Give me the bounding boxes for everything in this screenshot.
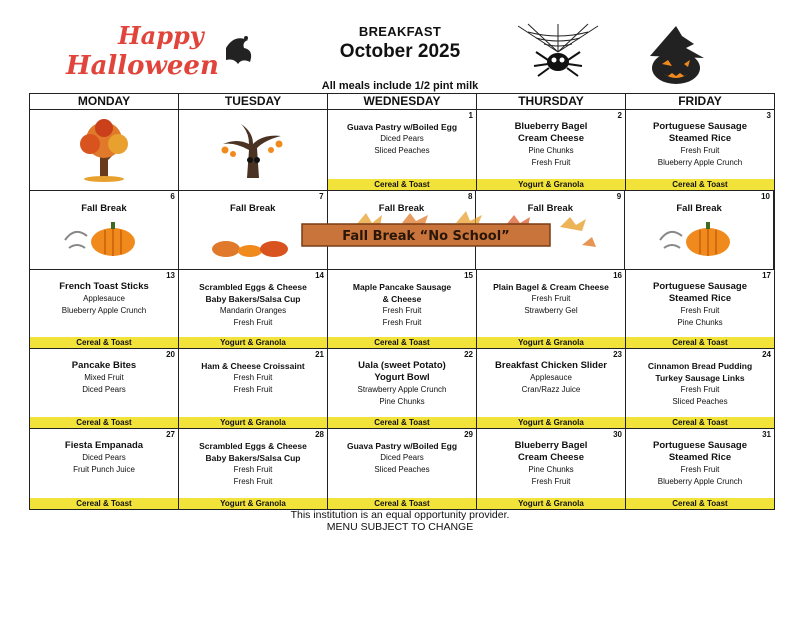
menu-entree: Blueberry Bagel: [514, 440, 588, 451]
menu-item: Cran/Razz Juice: [521, 385, 581, 394]
day-cell: [477, 429, 626, 509]
weekday-friday: FRIDAY: [678, 94, 722, 108]
fall-break-label: Fall Break: [527, 203, 573, 214]
svg-text:Happy: Happy: [118, 21, 204, 50]
menu-entree: Pancake Bites: [71, 360, 137, 371]
menu-entree: Portuguese Sausage: [653, 440, 747, 451]
menu-item: Fruit Punch Juice: [73, 465, 135, 474]
date-number: 6: [170, 192, 175, 201]
date-number: 3: [766, 111, 771, 120]
menu-item: Fresh Fruit: [680, 146, 720, 155]
alternate-option-bar: Yogurt & Granola: [477, 498, 625, 509]
fall-break-label: Fall Break: [676, 203, 722, 214]
weekday-header-row: [30, 94, 774, 110]
menu-item: Fresh Fruit: [680, 465, 720, 474]
day-cell: [30, 191, 179, 269]
week-row-5: [30, 429, 774, 509]
menu-item: Strawberry Apple Crunch: [357, 385, 447, 394]
menu-entree: Portuguese Sausage: [653, 281, 747, 292]
menu-item: Fresh Fruit: [680, 385, 720, 394]
alternate-option-bar: Cereal & Toast: [30, 417, 178, 428]
date-number: 20: [166, 350, 175, 359]
menu-item: Fresh Fruit: [233, 465, 273, 474]
menu-item: Sliced Peaches: [374, 146, 430, 155]
weekday-thursday: THURSDAY: [477, 94, 626, 109]
date-number: 30: [613, 430, 622, 439]
date-number: 13: [166, 271, 175, 280]
menu-item: Mandarin Oranges: [219, 306, 287, 315]
alternate-option-bar: Yogurt & Granola: [179, 337, 327, 348]
day-cell: [477, 349, 626, 428]
alternate-option-bar: Cereal & Toast: [626, 179, 774, 190]
fall-break-label: Fall Break: [229, 203, 276, 214]
menu-item: Strawberry Gel: [524, 306, 578, 315]
menu-entree: Cream Cheese: [517, 133, 584, 144]
menu-entree: Maple Pancake Sausage: [352, 282, 452, 292]
menu-item: Blueberry Apple Crunch: [61, 306, 147, 315]
day-cell: [179, 349, 328, 428]
menu-item: Fresh Fruit: [382, 318, 422, 327]
menu-item: Fresh Fruit: [233, 318, 273, 327]
menu-entree: Turkey Sausage Links: [655, 373, 745, 383]
menu-item: Fresh Fruit: [680, 306, 720, 315]
date-number: 9: [616, 192, 622, 201]
menu-entree: Plain Bagel & Cream Cheese: [493, 282, 609, 292]
weekday-tuesday: TUESDAY: [179, 94, 328, 109]
day-cell: [328, 270, 477, 348]
day-cell-empty-tuesday: [179, 110, 328, 190]
menu-entree: Portuguese Sausage: [653, 121, 747, 132]
menu-item: Applesauce: [530, 373, 572, 382]
day-cell: [626, 429, 774, 509]
weekday-wednesday: WEDNESDAY: [328, 94, 477, 109]
equal-opportunity-statement: This institution is an equal opportunity provider.: [290, 509, 510, 521]
date-number: 22: [464, 350, 473, 359]
alternate-option-bar: Yogurt & Granola: [179, 417, 327, 428]
date-number: 23: [613, 350, 622, 359]
alternate-option-bar: Cereal & Toast: [328, 498, 476, 509]
menu-title: BREAKFAST: [358, 24, 442, 39]
menu-item: Fresh Fruit: [233, 373, 273, 382]
menu-item: Pine Chunks: [528, 465, 574, 474]
spooky-tree-icon: [215, 120, 291, 180]
date-number: 1: [468, 111, 473, 120]
menu-item: Blueberry Apple Crunch: [657, 477, 743, 486]
menu-entree: Fiesta Empanada: [64, 440, 144, 451]
menu-item: Pine Chunks: [528, 146, 574, 155]
menu-item: Fresh Fruit: [531, 158, 571, 167]
day-cell: [30, 429, 179, 509]
week-row-1: [30, 110, 774, 191]
menu-entree: French Toast Sticks: [59, 281, 149, 292]
menu-entree: Steamed Rice: [668, 133, 732, 144]
alternate-option-bar: Yogurt & Granola: [477, 179, 625, 190]
happy-halloween-logo: [48, 18, 288, 80]
menu-item: Fresh Fruit: [531, 477, 571, 486]
date-number: 14: [315, 271, 324, 280]
menu-item: Fresh Fruit: [233, 477, 273, 486]
menu-entree: Breakfast Chicken Slider: [495, 360, 607, 371]
date-number: 8: [467, 192, 473, 201]
alternate-option-bar: Cereal & Toast: [626, 498, 774, 509]
date-number: 29: [464, 430, 473, 439]
day-cell: [328, 110, 477, 190]
menu-month: October 2025: [339, 41, 461, 62]
date-number: 2: [617, 111, 622, 120]
alternate-option-bar: Yogurt & Granola: [477, 337, 625, 348]
alternate-option-bar: Yogurt & Granola: [179, 498, 327, 509]
menu-item: Pine Chunks: [677, 318, 723, 327]
date-number: 17: [762, 271, 771, 280]
date-number: 27: [166, 430, 175, 439]
menu-entree: Guava Pastry w/Boiled Egg: [346, 122, 458, 132]
day-cell-empty-monday: [30, 110, 179, 190]
date-number: 21: [315, 350, 324, 359]
alternate-option-bar: Cereal & Toast: [328, 337, 476, 348]
day-cell: [477, 270, 626, 348]
day-cell: [179, 270, 328, 348]
alternate-option-bar: Cereal & Toast: [30, 498, 178, 509]
menu-entree: Uala (sweet Potato): [358, 360, 446, 371]
day-cell: [626, 349, 774, 428]
alternate-option-bar: Cereal & Toast: [328, 179, 476, 190]
menu-item: Fresh Fruit: [531, 294, 571, 303]
menu-entree: Scrambled Eggs & Cheese: [199, 441, 307, 451]
day-cell: [626, 110, 774, 190]
week-row-2: [30, 191, 774, 270]
menu-item: Diced Pears: [380, 453, 424, 462]
date-number: 24: [762, 350, 771, 359]
day-cell: [328, 429, 477, 509]
menu-item: Diced Pears: [82, 453, 126, 462]
fall-break-label: Fall Break: [378, 203, 425, 214]
pumpkin-icon: [61, 218, 147, 258]
menu-entree: Baby Bakers/Salsa Cup: [205, 453, 301, 463]
week-row-3: [30, 270, 774, 349]
day-cell: [328, 349, 477, 428]
date-number: 28: [315, 430, 324, 439]
menu-entree: Steamed Rice: [668, 293, 732, 304]
date-number: 31: [762, 430, 771, 439]
menu-item: Pine Chunks: [379, 397, 425, 406]
menu-item: Applesauce: [83, 294, 125, 303]
alternate-option-bar: Cereal & Toast: [328, 417, 476, 428]
day-cell: [179, 429, 328, 509]
day-cell: [30, 270, 179, 348]
day-cell: [626, 270, 774, 348]
menu-entree: Ham & Cheese Croissaint: [201, 361, 305, 371]
autumn-tree-icon: [74, 118, 134, 182]
menu-item: Diced Pears: [380, 134, 424, 143]
menu-entree: Cinnamon Bread Pudding: [647, 361, 753, 371]
weekday-monday: MONDAY: [30, 94, 179, 109]
menu-item: Fresh Fruit: [382, 306, 422, 315]
menu-entree: Guava Pastry w/Boiled Egg: [346, 441, 458, 451]
fall-break-label: Fall Break: [81, 203, 127, 214]
svg-text:Halloween: Halloween: [66, 51, 219, 80]
menu-entree: Scrambled Eggs & Cheese: [199, 282, 307, 292]
menu-change-notice: MENU SUBJECT TO CHANGE: [326, 521, 474, 533]
week-row-4: [30, 349, 774, 429]
alternate-option-bar: Yogurt & Granola: [477, 417, 625, 428]
alternate-option-bar: Cereal & Toast: [626, 417, 774, 428]
menu-header: [300, 24, 500, 63]
date-number: 15: [464, 271, 473, 280]
day-cell: [625, 191, 774, 269]
date-number: 10: [761, 192, 770, 201]
spider-web-icon: [508, 22, 608, 84]
menu-item: Sliced Peaches: [374, 465, 430, 474]
day-cell: [30, 349, 179, 428]
date-number: 7: [319, 192, 324, 201]
menu-item: Sliced Peaches: [672, 397, 728, 406]
fall-break-banner: [206, 209, 618, 257]
menu-item: Blueberry Apple Crunch: [657, 158, 743, 167]
menu-entree: & Cheese: [382, 294, 422, 304]
menu-item: Diced Pears: [82, 385, 126, 394]
menu-entree: Cream Cheese: [517, 452, 584, 463]
menu-item: Mixed Fruit: [84, 373, 124, 382]
menu-entree: Steamed Rice: [668, 452, 732, 463]
menu-entree: Baby Bakers/Salsa Cup: [205, 294, 301, 304]
alternate-option-bar: Cereal & Toast: [626, 337, 774, 348]
day-cell: [477, 110, 626, 190]
date-number: 16: [613, 271, 622, 280]
svg-text:Fall Break “No School”: Fall Break “No School”: [342, 229, 510, 244]
milk-note: All meals include 1/2 pint milk: [321, 80, 479, 92]
menu-item: Fresh Fruit: [233, 385, 273, 394]
menu-calendar: [29, 93, 775, 510]
alternate-option-bar: Cereal & Toast: [30, 337, 178, 348]
menu-entree: Yogurt Bowl: [374, 372, 430, 383]
menu-entree: Blueberry Bagel: [514, 121, 588, 132]
pumpkin-icon: [656, 218, 742, 258]
witch-pumpkin-icon: [636, 22, 716, 86]
